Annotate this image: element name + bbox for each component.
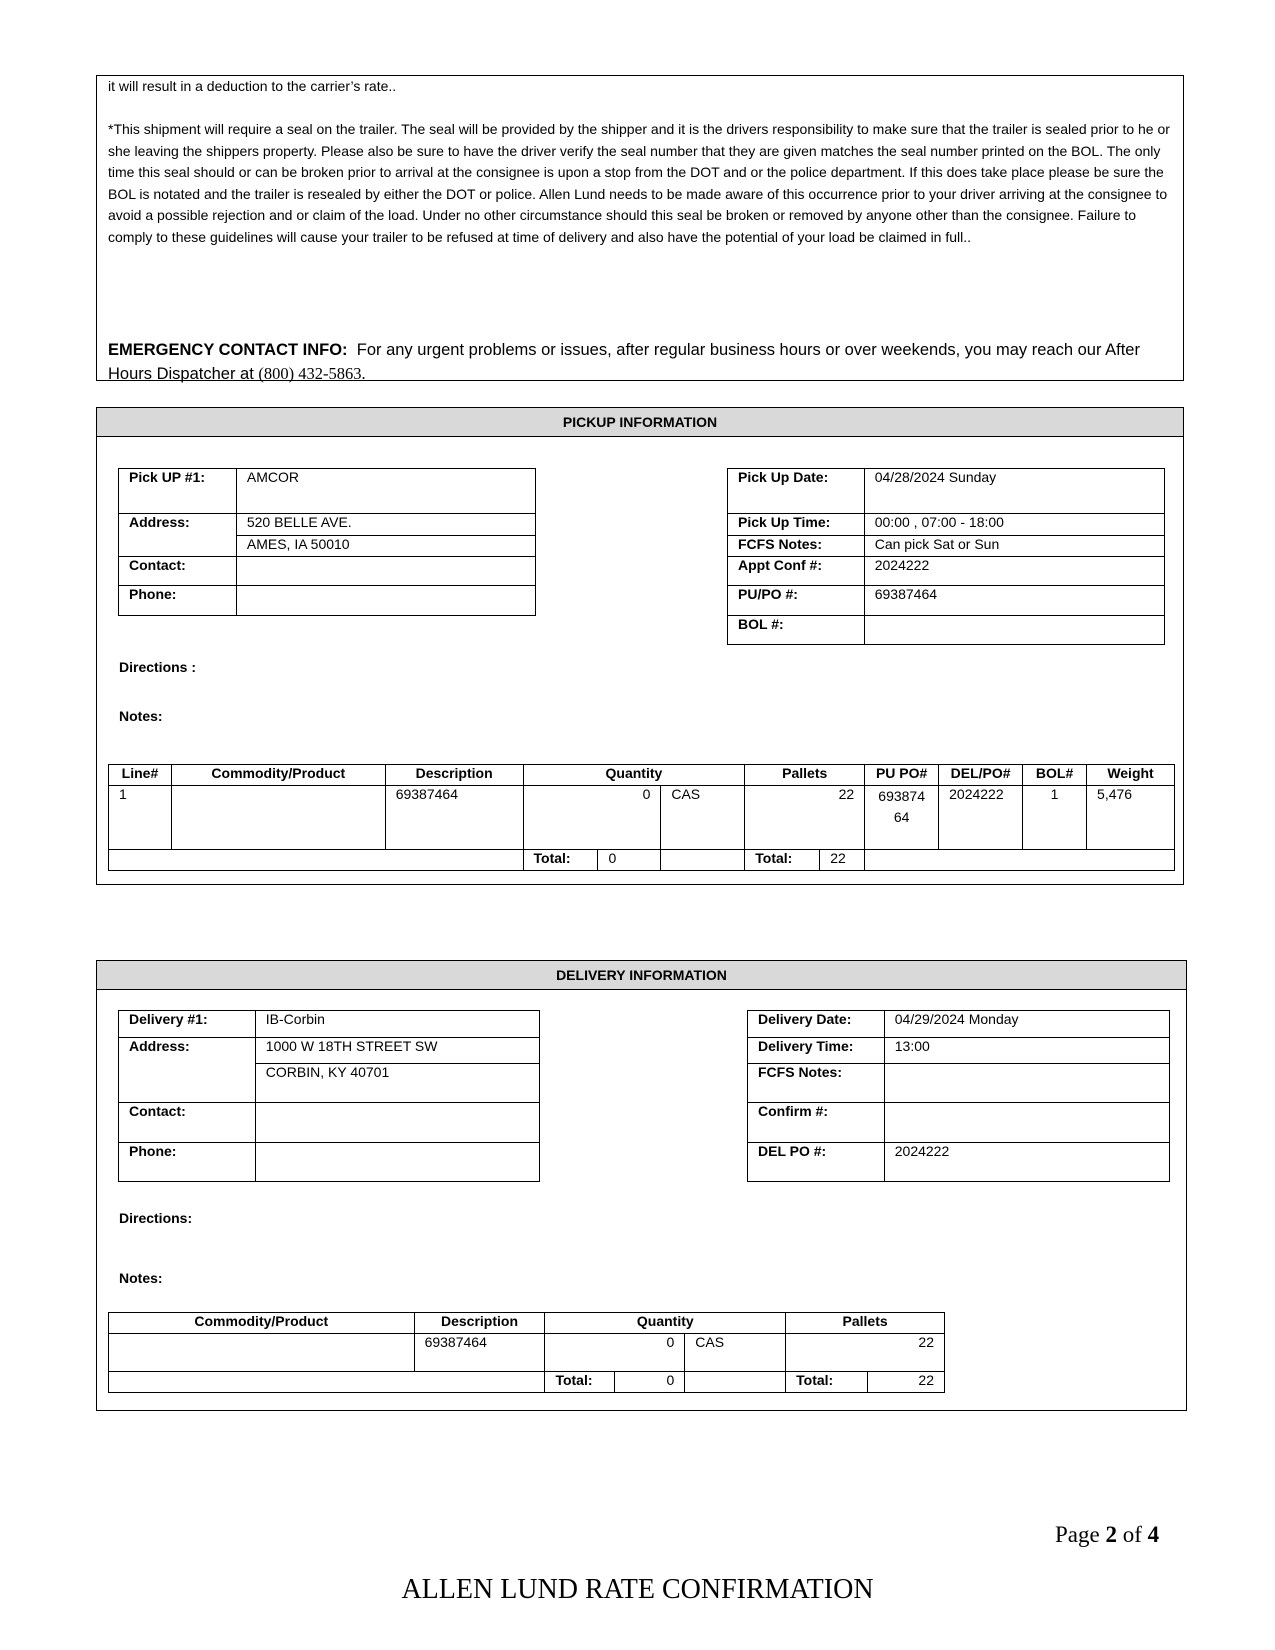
quantity-total-label: Total: xyxy=(523,850,598,871)
col-header-line: Line# xyxy=(109,765,172,786)
delivery-contact-label: Contact: xyxy=(119,1103,256,1143)
pickup-bol-label: BOL #: xyxy=(728,616,865,645)
row-description: 69387464 xyxy=(385,786,523,850)
delivery-col-header-pallets: Pallets xyxy=(786,1313,945,1334)
emergency-contact xyxy=(108,338,1174,386)
delivery-directions-label: Directions: xyxy=(119,1210,193,1226)
row-bol: 1 xyxy=(1023,786,1087,850)
delivery-col-header-commodity: Commodity/Product xyxy=(109,1313,415,1334)
document-title: ALLEN LUND RATE CONFIRMATION xyxy=(401,1574,874,1605)
pickup-time-value: 00:00 , 07:00 - 18:00 xyxy=(864,514,1164,536)
delivery-confirm-value xyxy=(884,1103,1169,1143)
pickup-contact-value xyxy=(236,557,535,586)
delivery-notes-label: Notes: xyxy=(119,1270,163,1286)
row-pu-po: 693874 64 xyxy=(865,786,939,850)
page-number: Page 2 of 4 xyxy=(1055,1522,1160,1547)
delivery-commodity-table xyxy=(108,1312,945,1393)
delivery-pallets-total-label: Total: xyxy=(786,1372,868,1393)
col-header-del-po: DEL/PO# xyxy=(939,765,1023,786)
pickup-schedule-table xyxy=(727,468,1165,645)
pickup-phone-value xyxy=(236,586,535,616)
pickup-commodity-table xyxy=(108,764,1175,871)
pickup-number-label: Pick UP #1: xyxy=(119,469,237,514)
row-del-po: 2024222 xyxy=(939,786,1023,850)
delivery-address-line-2: CORBIN, KY 40701 xyxy=(255,1064,539,1103)
col-header-pu-po: PU PO# xyxy=(865,765,939,786)
delivery-date-label: Delivery Date: xyxy=(748,1011,885,1038)
delivery-row-quantity-unit: CAS xyxy=(685,1334,786,1372)
delivery-confirm-label: Confirm #: xyxy=(748,1103,885,1143)
delivery-date-value: 04/29/2024 Monday xyxy=(884,1011,1169,1038)
pickup-time-label: Pick Up Time: xyxy=(728,514,865,536)
delivery-row-pallets: 22 xyxy=(786,1334,945,1372)
notes-line-1: it will result in a deduction to the carrier’s rate.. xyxy=(108,78,397,94)
carrier-notes xyxy=(108,76,1174,248)
delivery-quantity-total-value: 0 xyxy=(615,1372,685,1393)
delivery-delpo-label: DEL PO #: xyxy=(748,1143,885,1182)
carrier-notes-box xyxy=(96,75,1184,381)
delivery-time-label: Delivery Time: xyxy=(748,1038,885,1064)
delivery-time-value: 13:00 xyxy=(884,1038,1169,1064)
pickup-appt-label: Appt Conf #: xyxy=(728,557,865,586)
delivery-section xyxy=(96,960,1187,1411)
delivery-row-quantity: 0 xyxy=(545,1334,685,1372)
col-header-weight: Weight xyxy=(1087,765,1175,786)
pickup-date-value: 04/28/2024 Sunday xyxy=(864,469,1164,514)
emergency-phone: (800) 432-5863. xyxy=(258,364,366,383)
row-quantity-unit: CAS xyxy=(661,786,745,850)
delivery-row-description: 69387464 xyxy=(414,1334,545,1372)
delivery-pallets-total-value: 22 xyxy=(868,1372,945,1393)
pickup-address-label: Address: xyxy=(119,514,237,536)
table-row xyxy=(109,786,1175,850)
pickup-directions-label: Directions : xyxy=(119,659,197,675)
col-header-quantity: Quantity xyxy=(523,765,745,786)
delivery-col-header-quantity: Quantity xyxy=(545,1313,786,1334)
delivery-contact-value xyxy=(255,1103,539,1143)
delivery-quantity-total-label: Total: xyxy=(545,1372,615,1393)
delivery-fcfs-label: FCFS Notes: xyxy=(748,1064,885,1103)
delivery-address-label: Address: xyxy=(119,1038,256,1064)
pickup-phone-label: Phone: xyxy=(119,586,237,616)
delivery-delpo-value: 2024222 xyxy=(884,1143,1169,1182)
col-header-commodity: Commodity/Product xyxy=(171,765,385,786)
delivery-phone-label: Phone: xyxy=(119,1143,256,1182)
delivery-location-table xyxy=(118,1010,540,1182)
delivery-row-commodity xyxy=(109,1334,415,1372)
emergency-contact-label: EMERGENCY CONTACT INFO: xyxy=(108,341,348,359)
table-row xyxy=(109,1334,945,1372)
page-current: 2 xyxy=(1105,1522,1117,1547)
pickup-pupo-value: 69387464 xyxy=(864,586,1164,616)
seal-requirement-paragraph: *This shipment will require a seal on the trailer. The seal will be provided by the shipper and it is the drivers responsibility to make sure that the trailer is sealed prior to he or she leaving the shippers property. Please also be sure to have the driver verify the seal number that they are given matches the seal number printed on the BOL. The only time this seal should or can be broken prior to arrival at the consignee is upon a stop from the DOT and or the police department. If this does take place please be sure the BOL is notated and the trailer is resealed by either the DOT or police. Allen Lund needs to be made aware of this occurrence prior to your driver arriving at the consignee to avoid a possible rejection and or claim of the load. Under no other circumstance should this seal be broken or removed by anyone other than the consignee. Failure to comply to these guidelines will cause your trailer to be refused at time of delivery and also have the potential of your load be claimed in full.. xyxy=(108,121,1170,245)
pallets-total-label: Total: xyxy=(745,850,820,871)
row-line: 1 xyxy=(109,786,172,850)
row-pallets: 22 xyxy=(745,786,865,850)
row-weight: 5,476 xyxy=(1087,786,1175,850)
pickup-fcfs-label: FCFS Notes: xyxy=(728,536,865,557)
col-header-description: Description xyxy=(385,765,523,786)
delivery-section-header: DELIVERY INFORMATION xyxy=(97,961,1186,990)
pickup-contact-label: Contact: xyxy=(119,557,237,586)
col-header-pallets: Pallets xyxy=(745,765,865,786)
delivery-col-header-description: Description xyxy=(414,1313,545,1334)
row-commodity xyxy=(171,786,385,850)
pickup-location-table xyxy=(118,468,536,616)
pickup-bol-value xyxy=(864,616,1164,645)
delivery-number-label: Delivery #1: xyxy=(119,1011,256,1038)
delivery-schedule-table xyxy=(747,1010,1170,1182)
page-total: 4 xyxy=(1147,1522,1160,1547)
pickup-section xyxy=(96,407,1184,885)
emergency-contact-text: For any urgent problems or issues, after regular business hours or over weekends, you may reach our After Hours Dispatcher at xyxy=(108,341,1140,383)
pickup-number-value: AMCOR xyxy=(236,469,535,514)
totals-row xyxy=(109,850,1175,871)
delivery-fcfs-value xyxy=(884,1064,1169,1103)
quantity-total-value: 0 xyxy=(598,850,661,871)
pallets-total-value: 22 xyxy=(820,850,865,871)
pickup-appt-value: 2024222 xyxy=(864,557,1164,586)
delivery-phone-value xyxy=(255,1143,539,1182)
delivery-number-value: IB-Corbin xyxy=(255,1011,539,1038)
pickup-address-line-1: 520 BELLE AVE. xyxy=(236,514,535,536)
pickup-date-label: Pick Up Date: xyxy=(728,469,865,514)
delivery-address-line-1: 1000 W 18TH STREET SW xyxy=(255,1038,539,1064)
row-quantity: 0 xyxy=(523,786,661,850)
col-header-bol: BOL# xyxy=(1023,765,1087,786)
totals-row xyxy=(109,1372,945,1393)
pickup-notes-label: Notes: xyxy=(119,708,163,724)
pickup-address-line-2: AMES, IA 50010 xyxy=(236,536,535,557)
pickup-section-header: PICKUP INFORMATION xyxy=(97,408,1183,437)
pickup-pupo-label: PU/PO #: xyxy=(728,586,865,616)
pickup-fcfs-value: Can pick Sat or Sun xyxy=(864,536,1164,557)
